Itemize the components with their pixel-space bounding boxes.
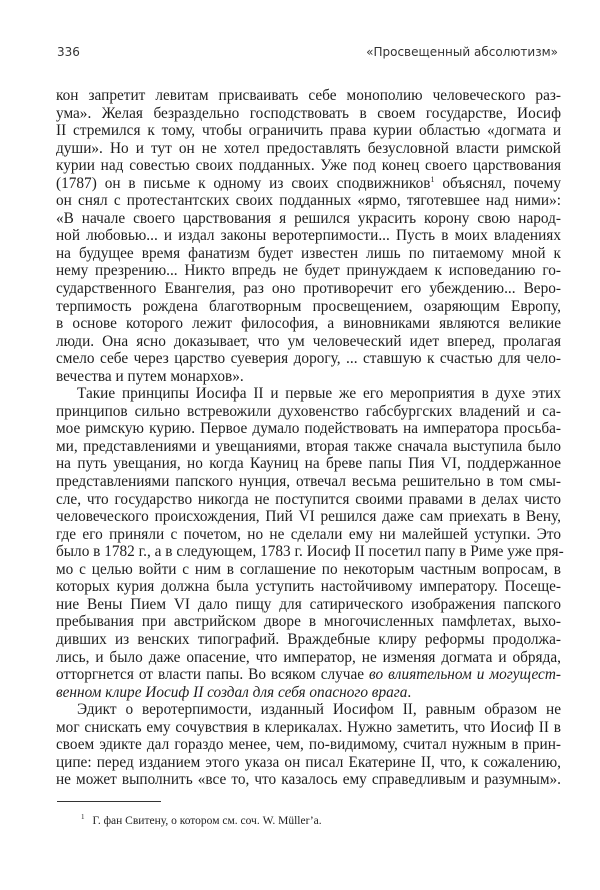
page-number: 336 (57, 45, 80, 59)
text-segment: Эдикт о веротерпимости, изданный Иосифом II, равным образом не (77, 701, 561, 719)
text-line (56, 192, 561, 210)
text-line (56, 455, 561, 473)
text-segment: (1787) он в письме к одному из своих сподвижников (56, 174, 431, 192)
text-segment: сле, что государство никогда не поступится своими правами в делах чисто (56, 490, 561, 508)
text-line (56, 649, 561, 667)
text-line (56, 473, 561, 491)
text-segment: было в 1782 г., а в следующем, 1783 г. Иосиф II посетил папу в Риме уже пря- (56, 543, 564, 561)
text-segment: лись, и было даже опасение, что император, не изменяя догмата и обряда, (56, 648, 561, 666)
text-segment: сударственного Евангелия, раз оно противоречит его убеждению... Веро- (56, 280, 561, 298)
text-segment: люди. Она ясно доказывает, что ум человеческий идет вперед, пролагая (56, 332, 561, 350)
text-line (56, 87, 561, 105)
text-segment: где его приняли с почетом, но не сделали ему ни малейшей уступки. Это (56, 525, 561, 543)
text-segment: отторгнется от власти папы. Во всяком случае (56, 666, 370, 684)
text-line (56, 368, 561, 386)
text-line (56, 315, 561, 333)
text-segment: пребывания при австрийском дворе в многочисленных памфлетах, выхо- (56, 613, 561, 631)
text-segment: он снял с протестантских своих подданных «ярмо, тяготевшее над ними»: (56, 192, 561, 210)
text-segment: «В начале своего царствования я решился украсить корону свою народ- (56, 209, 561, 227)
text-segment: мое римскую курию. Первое думало подействовать на императора просьба- (56, 420, 561, 438)
text-segment: Такие принципы Иосифа II и первые же его мероприятия в духе этих (77, 385, 561, 403)
footnote-reference: 1 (430, 174, 435, 184)
text-line (56, 280, 561, 298)
text-line (56, 210, 561, 228)
text-segment: дивших из венских типографий. Враждебные клиру реформы продолжа- (56, 630, 561, 648)
text-segment: души». Но и тут он не хотел предоставлять безусловной власти римской (56, 139, 561, 157)
text-line (56, 227, 561, 245)
running-title: «Просвещенный абсолютизм» (366, 45, 558, 59)
text-line (56, 245, 561, 263)
text-line (56, 420, 561, 438)
text-line (56, 578, 561, 596)
text-line (56, 157, 561, 175)
text-line (56, 543, 564, 561)
text-segment: не может выполнить «все то, что казалось ему справедливым и разумным». (56, 771, 561, 789)
text-segment: терпимость рождена благотворным просвещением, озаряющим Европу, (56, 297, 561, 315)
footnote-text: Г. фан Свитену, о котором см. соч. W. Müller’a. (92, 815, 322, 827)
text-segment: которых курия должна была уступить настойчивому императору. Посеще- (56, 578, 561, 596)
text-line (56, 491, 561, 509)
footnote (81, 815, 322, 827)
text-line (56, 175, 561, 193)
text-line (56, 754, 561, 772)
text-segment: на путь увещания, но когда Кауниц на бреве папы Пия VI, поддержанное (56, 455, 561, 473)
text-segment: . (407, 683, 412, 701)
text-segment: ципе: перед изданием этого указа он писал Екатерине II, что, к сожалению, (56, 753, 561, 771)
text-line (56, 403, 561, 421)
text-segment: II стремился к тому, чтобы ограничить права курии областью «догмата и (56, 122, 561, 140)
body-text (56, 87, 564, 789)
text-line (56, 262, 561, 280)
text-line (56, 438, 561, 456)
text-line (56, 298, 561, 316)
text-line (56, 385, 561, 403)
text-segment: ной любовью... и издал законы веротерпимости... Пусть в моих владениях (56, 227, 561, 245)
text-line (56, 631, 561, 649)
text-segment: объяснял, почему (434, 174, 561, 192)
text-segment: представлениями папского нунция, отвечал весьма решительно в том смы- (56, 473, 561, 491)
text-line (56, 561, 561, 579)
text-segment: курии над совестью своих подданных. Уже под конец своего царствования (56, 157, 561, 175)
text-segment: ми, представлениями и увещаниями, вторая также сначала выступила было (56, 437, 561, 455)
text-line (56, 613, 561, 631)
text-line (56, 122, 561, 140)
text-line (56, 140, 561, 158)
text-segment: своем эдикте дал гораздо менее, чем, по-видимому, считал нужным в прин- (56, 736, 561, 754)
text-line (56, 105, 561, 123)
text-line (56, 771, 561, 789)
text-segment: вечества и путем монархов». (56, 367, 244, 385)
text-segment: принципов сильно встревожили духовенство габсбургских владений и са- (56, 402, 561, 420)
text-line (56, 666, 561, 684)
text-segment: ума». Желая безраздельно господствовать в своем государстве, Иосиф (56, 104, 561, 122)
italic-text: венном клире Иосиф II создал для себя опасного врага (56, 683, 408, 701)
text-segment: мо с целью войти с ним в соглашение по некоторым частным вопросам, в (56, 560, 561, 578)
text-segment: нему презрению... Никто впредь не будет принуждаем к исповеданию го- (56, 262, 561, 280)
text-segment: в основе которого лежит философия, а виновниками являются великие (56, 315, 561, 333)
text-line (56, 508, 561, 526)
text-line (56, 684, 561, 702)
text-segment: ние Вены Пием VI дало пищу для сатирического изображения папского (56, 595, 561, 613)
italic-text: во влиятельном и могущест- (369, 666, 561, 684)
text-line (56, 596, 561, 614)
footnote-divider (57, 801, 161, 802)
text-line (56, 736, 561, 754)
text-segment: смело себе через царство суеверия дорогу, ... ставшую к счастью для чело- (56, 350, 561, 368)
text-segment: кон запретит левитам присваивать себе монополию человеческого раз- (56, 87, 561, 104)
footnote-marker: 1 (81, 813, 85, 821)
text-line (56, 333, 561, 351)
text-segment: мог снискать ему сочувствия в клерикалах. Нужно заметить, что Иосиф II в (56, 718, 561, 736)
text-segment: человеческого происхождения, Пий VI решился даже сам приехать в Вену, (56, 508, 561, 526)
text-line (56, 701, 561, 719)
text-line (56, 350, 561, 368)
text-segment: на будущее время фанатизм будет известен лишь по питаемому мной к (56, 244, 561, 262)
text-line (56, 526, 561, 544)
text-line (56, 719, 561, 737)
